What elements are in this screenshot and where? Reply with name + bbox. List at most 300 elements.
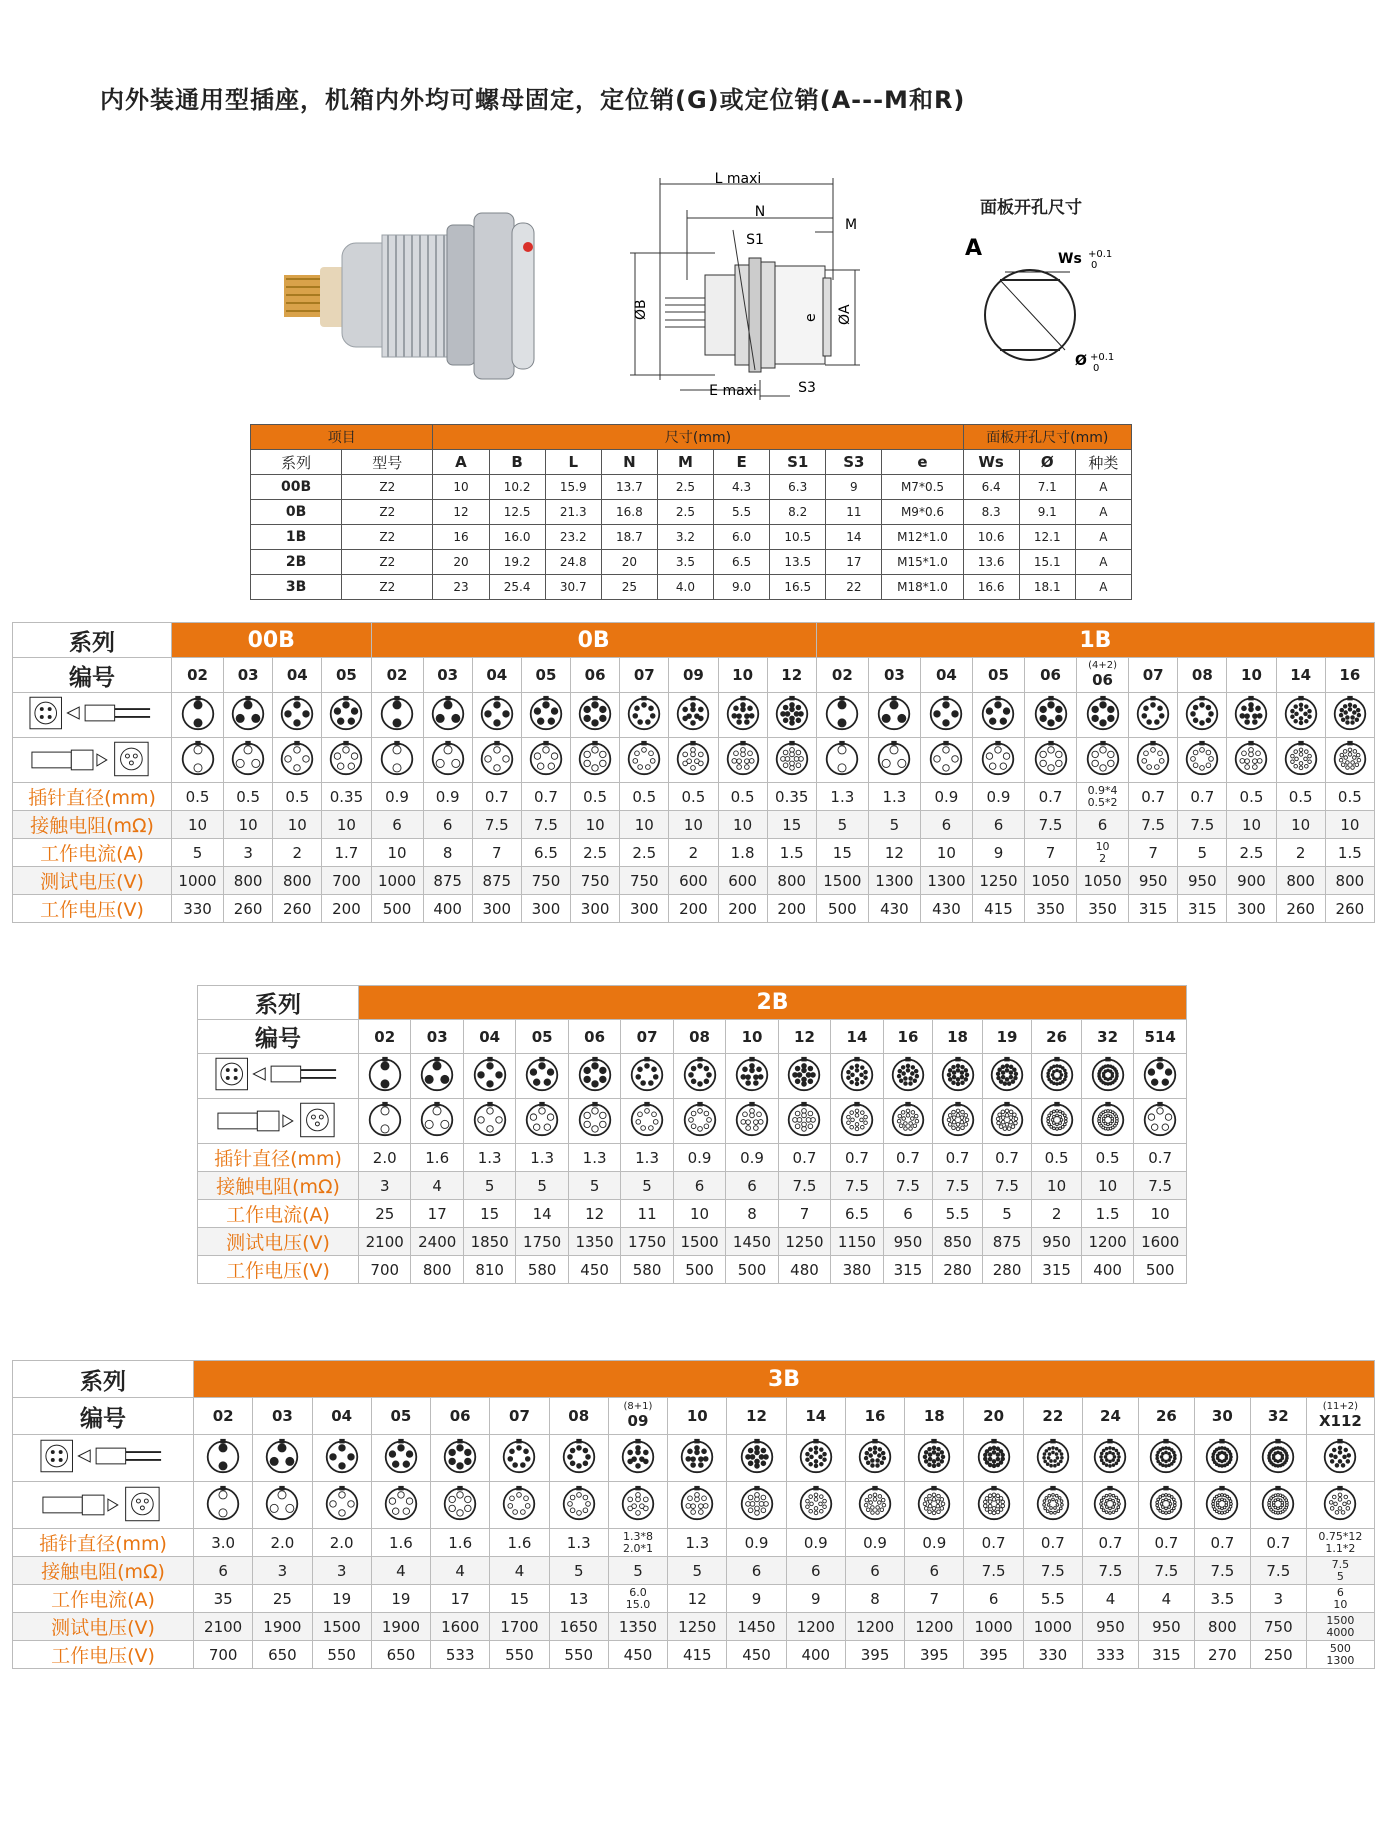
- value-cell: 1450: [727, 1613, 786, 1641]
- value-cell: 3: [359, 1172, 411, 1200]
- value-cell: 5: [1178, 839, 1227, 867]
- socket-layout-icon: [679, 1485, 715, 1521]
- value-cell: 450: [727, 1641, 786, 1669]
- value-cell: 350: [1077, 895, 1129, 923]
- test-row: [13, 867, 1375, 895]
- value-cell: 300: [571, 895, 620, 923]
- socket-layout-icon: [1332, 740, 1368, 776]
- value-cell: 200: [767, 895, 816, 923]
- value-cell: 7.5: [1082, 1557, 1138, 1585]
- pin-layout-icon: [1148, 1438, 1184, 1474]
- pin-icon-cell: [516, 1054, 568, 1099]
- series-label: 系列: [13, 1361, 194, 1398]
- socket-layout-icon: [367, 1101, 403, 1137]
- test-label: 测试电压(V): [13, 867, 172, 895]
- value-cell: 7.5: [1025, 811, 1077, 839]
- series-name: 1B: [816, 623, 1374, 658]
- pin-layout-icon: [890, 1056, 926, 1092]
- value-cell: 6: [786, 1557, 845, 1585]
- socket-layout-icon: [205, 1485, 241, 1521]
- code-cell: [1023, 1398, 1082, 1435]
- dims-cell: A: [1075, 550, 1131, 575]
- value-cell: 750: [521, 867, 570, 895]
- code-text: 05: [535, 666, 557, 684]
- socket-layout-icon: [383, 1485, 419, 1521]
- value-cell: 6: [1077, 811, 1129, 839]
- value-cell: 600: [718, 867, 767, 895]
- value-cell: 7.5: [1194, 1557, 1250, 1585]
- code-text: 07: [1142, 666, 1164, 684]
- code-cell: [920, 658, 972, 693]
- value-cell: 11: [621, 1200, 673, 1228]
- dims-header: L: [545, 450, 601, 475]
- value-cell: 1700: [490, 1613, 549, 1641]
- hole-icon-cell: [172, 738, 224, 783]
- socket-layout-icon: [577, 1101, 613, 1137]
- value-cell: 6: [905, 1557, 964, 1585]
- pin-legend: [13, 1435, 194, 1482]
- pin-icon-cell: [568, 1054, 620, 1099]
- code-text: 06: [584, 666, 606, 684]
- hole-icon-cell: [816, 738, 868, 783]
- pin-icon-cell: [1025, 693, 1077, 738]
- code-text: 08: [1191, 666, 1213, 684]
- code-cell: [972, 658, 1024, 693]
- pin-layout-icon: [1090, 1056, 1126, 1092]
- value-cell: 500: [673, 1256, 725, 1284]
- value-cell: 0.35: [322, 783, 371, 811]
- value-cell: 0.5: [571, 783, 620, 811]
- code-cell: [1276, 658, 1325, 693]
- value-cell: 0.5: [620, 783, 669, 811]
- value-cell: 1.3: [816, 783, 868, 811]
- res-label: 接触电阻(mΩ): [13, 1557, 194, 1585]
- code-cell: [359, 1020, 411, 1054]
- dims-cell: 8.2: [770, 500, 826, 525]
- code-text: 05: [390, 1407, 412, 1425]
- dims-cell: 6.3: [770, 475, 826, 500]
- value-cell: 0.5: [273, 783, 322, 811]
- value-cell: 380: [831, 1256, 883, 1284]
- dims-cell: 13.7: [601, 475, 657, 500]
- cutout-drawing: [960, 190, 1140, 390]
- code-cell: [194, 1398, 253, 1435]
- code-cell: [982, 1020, 1032, 1054]
- value-cell: 10: [1134, 1200, 1187, 1228]
- dims-cell: 30.7: [545, 575, 601, 600]
- code-text: 14: [846, 1027, 868, 1046]
- value-cell: 7: [1129, 839, 1178, 867]
- dims-cell: 10.6: [963, 525, 1019, 550]
- value-cell: 1500: [312, 1613, 371, 1641]
- res-label: 接触电阻(mΩ): [198, 1172, 359, 1200]
- value-cell: 2: [669, 839, 718, 867]
- hole-icon-cell: [933, 1099, 983, 1144]
- code-cell: [322, 658, 371, 693]
- socket-layout-icon: [528, 740, 564, 776]
- pin-layout-icon: [980, 695, 1016, 731]
- pin-layout-icon: [1142, 1056, 1178, 1092]
- pin-layout-icon: [989, 1056, 1025, 1092]
- socket-layout-icon: [472, 1101, 508, 1137]
- socket-layout-icon: [328, 740, 364, 776]
- value-cell: 0.7: [933, 1144, 983, 1172]
- value-cell: 430: [920, 895, 972, 923]
- value-cell: 3.5: [1194, 1585, 1250, 1613]
- value-cell: 7.5: [1138, 1557, 1194, 1585]
- dims-cell: 9.1: [1019, 500, 1075, 525]
- pin-icon-cell: [1250, 1435, 1306, 1482]
- hole-icon-cell: [571, 738, 620, 783]
- code-cell: [371, 658, 423, 693]
- value-cell: 400: [1081, 1256, 1133, 1284]
- hole-icon-cell: [620, 738, 669, 783]
- pin-icon-cell: [1082, 1435, 1138, 1482]
- socket-layout-icon: [264, 1485, 300, 1521]
- dims-cell: M18*1.0: [882, 575, 963, 600]
- socket-layout-icon: [1039, 1101, 1075, 1137]
- socket-layout-icon: [479, 740, 515, 776]
- value-cell: 1600: [1134, 1228, 1187, 1256]
- value-cell: 7.5: [778, 1172, 830, 1200]
- code-text: 06: [449, 1407, 471, 1425]
- diam-row: [13, 783, 1375, 811]
- code-cell: [786, 1398, 845, 1435]
- value-cell: 650: [253, 1641, 312, 1669]
- pin-icon-cell: [1023, 1435, 1082, 1482]
- socket-layout-icon: [734, 1101, 770, 1137]
- hole-legend: [198, 1099, 359, 1144]
- value-cell: 330: [172, 895, 224, 923]
- dims-group-cutout: 面板开孔尺寸(mm): [963, 425, 1131, 450]
- value-cell: 0.5: [1227, 783, 1276, 811]
- series-label: 系列: [198, 986, 359, 1020]
- value-cell: 15: [767, 811, 816, 839]
- pin-icon-cell: [490, 1435, 549, 1482]
- res-row: [13, 1557, 1375, 1585]
- value-cell: 10: [224, 811, 273, 839]
- pin-icon-cell: [423, 693, 472, 738]
- value-cell: 875: [472, 867, 521, 895]
- pin-icon-cell: [726, 1054, 778, 1099]
- pin-icon-cell: [668, 1435, 727, 1482]
- value-cell: 1000: [172, 867, 224, 895]
- dims-cell: Z2: [342, 475, 433, 500]
- value-cell: 10: [1032, 1172, 1082, 1200]
- value-line-1: 6: [1336, 1585, 1344, 1599]
- value-cell: 0.9: [920, 783, 972, 811]
- value-cell: 533: [431, 1641, 490, 1669]
- value-cell: 9: [972, 839, 1024, 867]
- pin-legend: [198, 1054, 359, 1099]
- value-cell: 5: [549, 1557, 608, 1585]
- value-cell: 0.7: [778, 1144, 830, 1172]
- series-name: 2B: [359, 986, 1187, 1020]
- pin-layout-icon: [419, 1056, 455, 1092]
- value-cell: 6: [727, 1557, 786, 1585]
- diam-label: 插针直径(mm): [198, 1144, 359, 1172]
- series-table-1: [12, 622, 1375, 923]
- pin-icon-cell: [431, 1435, 490, 1482]
- socket-layout-icon: [857, 1485, 893, 1521]
- dims-cell: 14: [826, 525, 882, 550]
- dims-cell: A: [1075, 575, 1131, 600]
- work-row: [198, 1256, 1187, 1284]
- dims-cell: 16.5: [770, 575, 826, 600]
- hole-icon-cell: [568, 1099, 620, 1144]
- pin-icon-cell: [322, 693, 371, 738]
- pin-icon-cell: [172, 693, 224, 738]
- value-cell: 6: [920, 811, 972, 839]
- value-cell: 1.3: [463, 1144, 515, 1172]
- diam-label: 插针直径(mm): [13, 1529, 194, 1557]
- value-cell: 7: [778, 1200, 830, 1228]
- dims-cell: 10.5: [770, 525, 826, 550]
- dims-cell: 18.1: [1019, 575, 1075, 600]
- code-text: 03: [426, 1027, 448, 1046]
- dims-row: [251, 550, 1132, 575]
- value-cell: 395: [845, 1641, 904, 1669]
- value-cell: 0.35: [767, 783, 816, 811]
- hole-icon-cell: [1306, 1482, 1374, 1529]
- work-row: [13, 895, 1375, 923]
- value-cell: 0.7: [982, 1144, 1032, 1172]
- value-cell: 1900: [371, 1613, 430, 1641]
- work-row: [13, 1641, 1375, 1669]
- pin-layout-icon: [279, 695, 315, 731]
- code-text: 18: [947, 1027, 968, 1046]
- socket-layout-icon: [1092, 1485, 1128, 1521]
- code-text: 24: [1100, 1407, 1121, 1425]
- code-text: 06: [584, 1027, 606, 1046]
- value-cell: 10: [1276, 811, 1325, 839]
- value-cell: 2: [1032, 1200, 1082, 1228]
- value-cell: 7.5: [831, 1172, 883, 1200]
- value-cell: 19: [312, 1585, 371, 1613]
- value-cell: 550: [312, 1641, 371, 1669]
- value-cell: 400: [423, 895, 472, 923]
- code-text: 20: [983, 1407, 1005, 1425]
- code-text: 04: [486, 666, 508, 684]
- value-cell: 480: [778, 1256, 830, 1284]
- dims-cell: 9.0: [714, 575, 770, 600]
- pin-layout-icon: [577, 695, 613, 731]
- pin-icon-cell: [549, 1435, 608, 1482]
- pin-layout-icon: [1283, 695, 1319, 731]
- value-cell: 280: [982, 1256, 1032, 1284]
- value-cell: 10: [1325, 811, 1374, 839]
- value-cell: 25: [359, 1200, 411, 1228]
- code-row: [13, 658, 1375, 693]
- value-cell: 17: [431, 1585, 490, 1613]
- value-line-1: 500: [1329, 1641, 1351, 1655]
- code-cell: [1194, 1398, 1250, 1435]
- dims-cell: 4.0: [657, 575, 713, 600]
- hole-icon-cell: [1227, 738, 1276, 783]
- hole-icon-cell: [727, 1482, 786, 1529]
- value-cell: 0.7: [1134, 1144, 1187, 1172]
- socket-layout-icon: [675, 740, 711, 776]
- series-name: 00B: [172, 623, 372, 658]
- value-cell: 280: [933, 1256, 983, 1284]
- value-cell: 7.5: [982, 1172, 1032, 1200]
- value-cell: [608, 1529, 667, 1557]
- dims-cell: 9: [826, 475, 882, 500]
- ob-label: ØB: [633, 299, 649, 320]
- pin-layout-icon: [367, 1056, 403, 1092]
- hole-icon-cell: [726, 1099, 778, 1144]
- socket-layout-icon: [419, 1101, 455, 1137]
- pin-layout-icon: [324, 1438, 360, 1474]
- dims-cell: 16.8: [601, 500, 657, 525]
- socket-layout-icon: [1090, 1101, 1126, 1137]
- code-cell: [273, 658, 322, 693]
- dims-cell: 18.7: [601, 525, 657, 550]
- code-cell: [1025, 658, 1077, 693]
- value-cell: 1200: [786, 1613, 845, 1641]
- pin-layout-icon: [976, 1438, 1012, 1474]
- pin-layout-icon: [1092, 1438, 1128, 1474]
- value-cell: 1200: [905, 1613, 964, 1641]
- work-label: 工作电压(V): [13, 1641, 194, 1669]
- dims-cell: 25: [601, 575, 657, 600]
- dims-cell: 20: [601, 550, 657, 575]
- socket-layout-icon: [1184, 740, 1220, 776]
- value-cell: 270: [1194, 1641, 1250, 1669]
- socket-layout-icon: [989, 1101, 1025, 1137]
- code-text: 02: [374, 1027, 396, 1046]
- value-cell: 550: [549, 1641, 608, 1669]
- hole-icon-cell: [1082, 1482, 1138, 1529]
- pin-icon-cell: [1134, 1054, 1187, 1099]
- hole-icon-cell: [1134, 1099, 1187, 1144]
- dims-cell: 23.2: [545, 525, 601, 550]
- pin-layout-icon: [774, 695, 810, 731]
- code-cell: [253, 1398, 312, 1435]
- pin-layout-icon: [734, 1056, 770, 1092]
- hole-icon-cell: [463, 1099, 515, 1144]
- socket-layout-icon: [1233, 740, 1269, 776]
- code-text: 03: [437, 666, 459, 684]
- code-text: 02: [212, 1407, 234, 1425]
- value-cell: 8: [726, 1200, 778, 1228]
- code-cell: [1129, 658, 1178, 693]
- pin-layout-icon: [1332, 695, 1368, 731]
- test-label: 测试电压(V): [13, 1613, 194, 1641]
- pin-layout-icon: [798, 1438, 834, 1474]
- code-text: 05: [988, 666, 1009, 684]
- value-cell: 1000: [1023, 1613, 1082, 1641]
- value-cell: 200: [322, 895, 371, 923]
- value-cell: 1500: [816, 867, 868, 895]
- pin-layout-icon: [739, 1438, 775, 1474]
- value-cell: 0.5: [1081, 1144, 1133, 1172]
- code-sup: (4+2): [1088, 660, 1118, 671]
- value-cell: 0.9: [972, 783, 1024, 811]
- dims-cell: 19.2: [489, 550, 545, 575]
- socket-layout-icon: [1260, 1485, 1296, 1521]
- value-cell: 395: [964, 1641, 1023, 1669]
- hole-icon-cell: [831, 1099, 883, 1144]
- value-cell: 430: [868, 895, 920, 923]
- value-cell: 1.6: [371, 1529, 430, 1557]
- pin-icon-cell: [1077, 693, 1129, 738]
- pin-layout-icon: [1135, 695, 1171, 731]
- socket-layout-icon: [876, 740, 912, 776]
- hole-icon-cell: [883, 1099, 933, 1144]
- diam-row: [13, 1529, 1375, 1557]
- value-cell: 450: [608, 1641, 667, 1669]
- hole-icon-cell: [1178, 738, 1227, 783]
- code-cell: [1077, 658, 1129, 693]
- hole-icon-cell: [1276, 738, 1325, 783]
- dimension-drawing: [625, 170, 870, 405]
- value-cell: 3.0: [194, 1529, 253, 1557]
- pin-icon-row: [13, 1435, 1375, 1482]
- series-row: [13, 623, 1375, 658]
- value-cell: 315: [1032, 1256, 1082, 1284]
- socket-layout-icon: [442, 1485, 478, 1521]
- m-label: M: [845, 217, 858, 233]
- socket-layout-icon: [976, 1485, 1012, 1521]
- value-cell: 13: [549, 1585, 608, 1613]
- value-cell: 10: [1081, 1172, 1133, 1200]
- value-cell: 1150: [831, 1228, 883, 1256]
- pin-layout-icon: [1184, 695, 1220, 731]
- value-cell: 1750: [516, 1228, 568, 1256]
- code-cell: [549, 1398, 608, 1435]
- pin-layout-icon: [577, 1056, 613, 1092]
- value-cell: 15: [490, 1585, 549, 1613]
- pin-icon-cell: [868, 693, 920, 738]
- value-cell: [1077, 783, 1129, 811]
- value-cell: 700: [322, 867, 371, 895]
- value-cell: 1.5: [767, 839, 816, 867]
- value-cell: 950: [883, 1228, 933, 1256]
- dims-cell: 22: [826, 575, 882, 600]
- cur-label: 工作电流(A): [198, 1200, 359, 1228]
- code-text: 19: [996, 1027, 1018, 1046]
- pin-layout-icon: [1035, 1438, 1071, 1474]
- code-cell: [718, 658, 767, 693]
- value-cell: 1300: [920, 867, 972, 895]
- socket-layout-icon: [1283, 740, 1319, 776]
- series-row: [13, 1361, 1375, 1398]
- hole-icon-cell: [273, 738, 322, 783]
- hole-legend-icon: [39, 1483, 167, 1523]
- value-cell: 8: [845, 1585, 904, 1613]
- socket-layout-icon: [1135, 740, 1171, 776]
- dims-header: 型号: [342, 450, 433, 475]
- value-line-2: 0.5*2: [1087, 795, 1118, 809]
- value-cell: 6: [964, 1585, 1023, 1613]
- pin-layout-icon: [561, 1438, 597, 1474]
- dims-cell: 3.5: [657, 550, 713, 575]
- value-cell: 1450: [726, 1228, 778, 1256]
- code-sup: (8+1): [623, 1401, 653, 1412]
- value-cell: 0.5: [718, 783, 767, 811]
- pin-icon-cell: [1178, 693, 1227, 738]
- pin-icon-cell: [972, 693, 1024, 738]
- pin-layout-icon: [629, 1056, 665, 1092]
- hole-legend: [13, 738, 172, 783]
- hole-icon-cell: [516, 1099, 568, 1144]
- pin-layout-icon: [786, 1056, 822, 1092]
- pin-icon-cell: [831, 1054, 883, 1099]
- connector-photo: [282, 205, 540, 385]
- dims-cell: 12.1: [1019, 525, 1075, 550]
- value-line-2: 2.0*1: [622, 1541, 653, 1555]
